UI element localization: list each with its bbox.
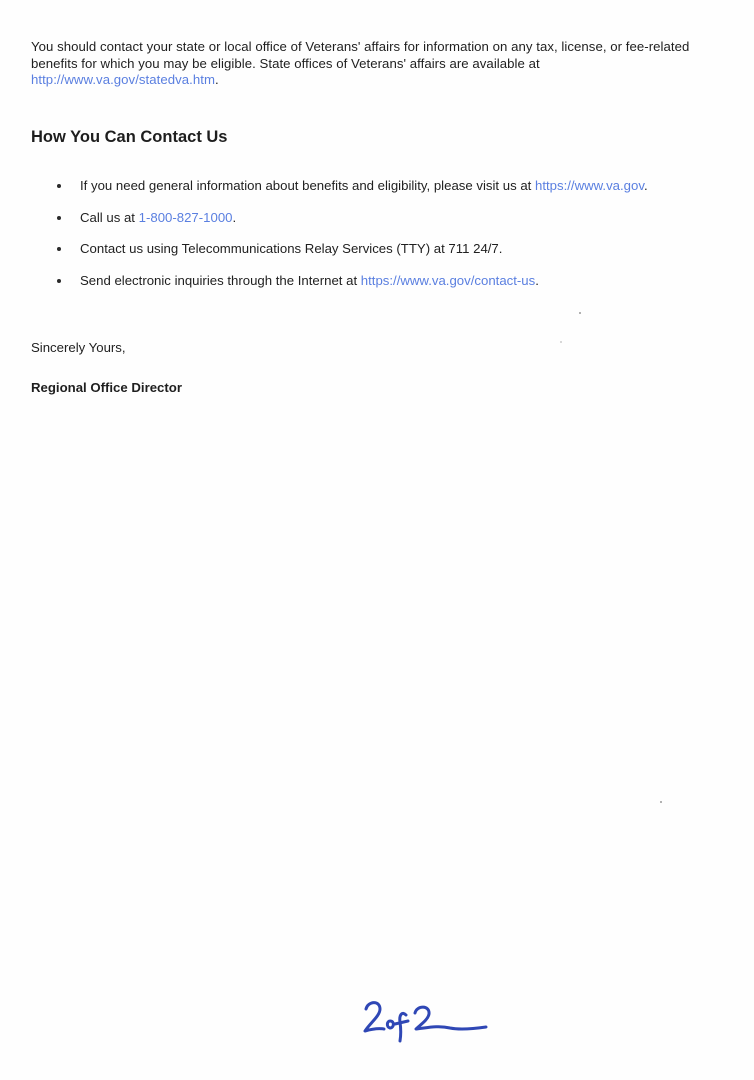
- scan-speck: [560, 341, 562, 343]
- item-text: If you need general information about benefits and eligibility, please visit us at: [80, 178, 535, 193]
- item-text: Send electronic inquiries through the Internet at: [80, 272, 361, 288]
- intro-paragraph: [31, 39, 721, 89]
- state-offices-link[interactable]: http://www.va.gov/statedva.htm: [31, 72, 216, 87]
- list-item: [56, 178, 736, 194]
- bullet-icon: [57, 184, 61, 188]
- phone-link[interactable]: 1-800-827-1000: [138, 209, 233, 225]
- signatory-title: Regional Office Director: [31, 380, 182, 395]
- contact-heading: How You Can Contact Us: [31, 128, 228, 146]
- list-item: [56, 241, 736, 257]
- va-gov-link[interactable]: https://www.va.gov: [535, 178, 644, 193]
- bullet-icon: [57, 216, 61, 220]
- item-suffix: .: [535, 272, 539, 288]
- item-suffix: .: [232, 209, 237, 225]
- bullet-icon: [57, 279, 61, 283]
- list-item: [56, 273, 736, 289]
- closing-salutation: Sincerely Yours,: [31, 340, 126, 355]
- scan-speck: [579, 312, 581, 314]
- handwritten-page-number: [360, 995, 495, 1045]
- contact-list: [56, 178, 736, 304]
- bullet-icon: [57, 247, 61, 251]
- intro-text: You should contact your state or local office of Veterans' affairs for information on any tax, license, or fee-related benefits for which you may be eligible. State offices of Veterans' affairs are available at: [31, 39, 690, 71]
- list-item: [56, 210, 736, 226]
- scan-speck: [660, 801, 662, 803]
- item-suffix: .: [643, 178, 648, 193]
- item-text: Call us at: [80, 209, 139, 225]
- contact-us-link[interactable]: https://www.va.gov/contact-us: [360, 272, 536, 288]
- intro-suffix: .: [215, 72, 219, 87]
- item-text: Contact us using Telecommunications Relay Services (TTY) at 711 24/7.: [80, 241, 503, 256]
